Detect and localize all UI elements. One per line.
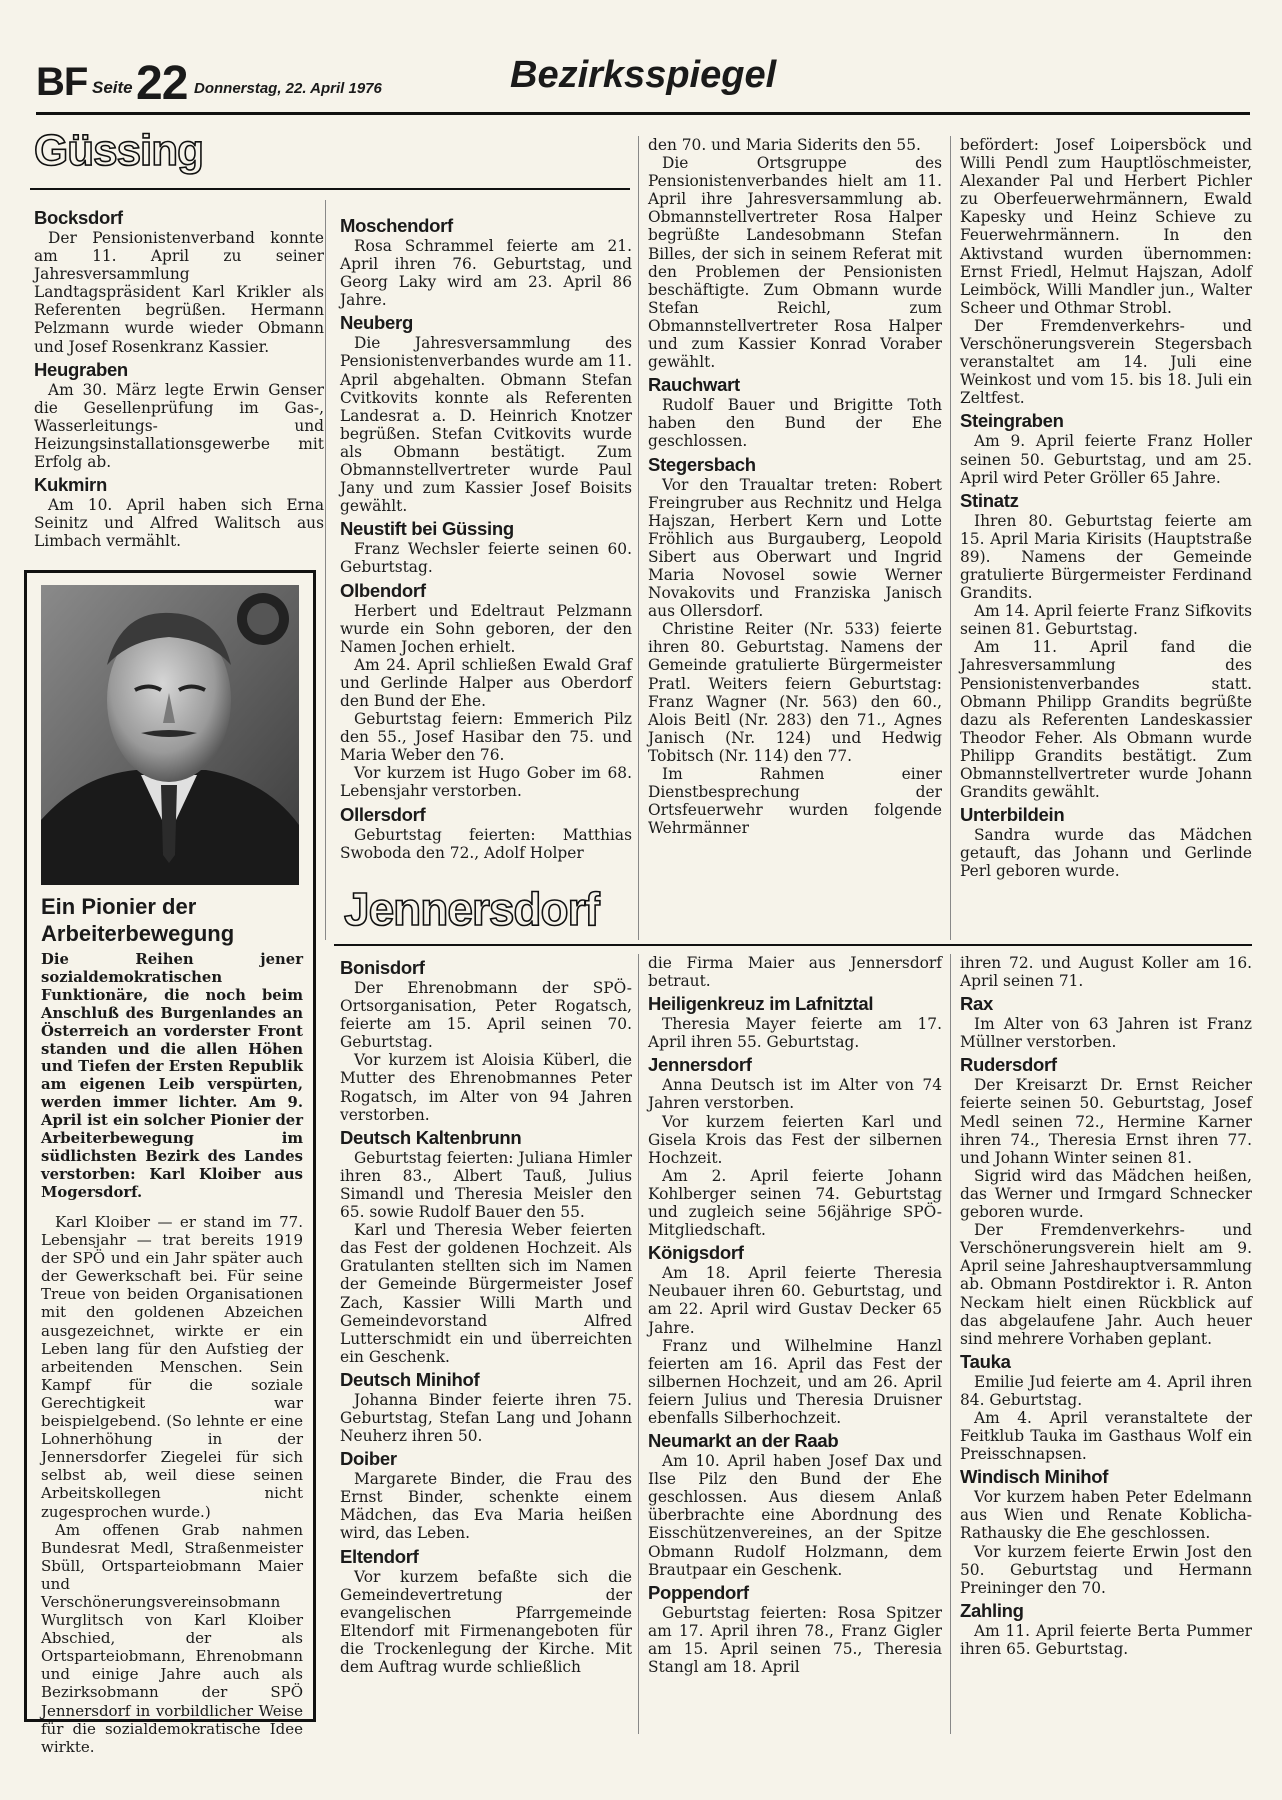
article-text: Franz und Wilhelmine Hanzl feierten am 16. April das Fest der silbernen Hochzeit, und am 26. April feiern Julius und Theresia Druisner ebenfalls Silberhochzeit. [648,1336,942,1427]
article-text: Geburtstag feierten: Juliana Himler ihren 83., Albert Tauß, Julius Simandl und Theresia Meisler den 65. sowie Rudolf Bauer den 55. [340,1148,632,1222]
guessing-column-4 [960,136,1252,880]
place-heading: Bonisdorf [340,957,425,978]
article-text: Sandra wurde das Mädchen getauft, das Johann und Gerlinde Perl geboren wurde. [960,826,1252,881]
portrait-photo [41,585,299,885]
page-label: Seite [92,78,133,97]
place-heading: Rauchwart [648,374,740,396]
article-text: Geburtstag feierten: Matthias Swoboda den 72., Adolf Holper [340,825,632,862]
place-heading: Doiber [340,1448,397,1470]
article-text: Christine Reiter (Nr. 533) feierte ihren 80. Geburtstag. Namens der Gemeinde gratulierte Bürgermeister Pratl. Weiters feiern Geburtstag: Franz Wagner (Nr. 563) den 60., Alois Beitl (Nr. 283) den 71., Agnes Janisch (Nr. 124) und Hedwig Tobitsch (Nr. 114) den 77. [648,620,942,765]
place-heading: Zahling [960,1599,1024,1621]
pioneer-lead: Die Reihen jener sozialdemokratischen Funktionäre, die noch beim Anschluß des Burgenlandes an Österreich an vorderster Front standen und die allen Höhen und Tiefen der Ersten Republik am eigenen Leib verspürten, werden immer lichter. Am 9. April ist ein solcher Pionier der Arbeiterbewegung im südlichsten Bezirk des Landes verstorben: Karl Kloiber aus Mogersdorf. [41,951,303,1201]
article-text: Vor den Traualtar treten: Robert Freingruber aus Rechnitz und Helga Hajszan, Herbert Kern und Lotte Fröhlich aus Burgauberg, Leopold Sibert aus Oberwart und Ingrid Maria Novosel sowie Werner Novakovits und Franziska Janisch aus Ollersdorf. [648,475,942,621]
section-title: Bezirksspiegel [510,54,777,96]
article-text: Vor kurzem haben Peter Edelmann aus Wien und Renate Koblicha-Rathausky die Ehe geschlossen. [960,1488,1252,1543]
jennersdorf-rule [334,944,1252,946]
article-text: Im Alter von 63 Jahren ist Franz Müllner verstorben. [960,1015,1252,1052]
article-text: Am 14. April feierte Franz Sifkovits seinen 81. Geburtstag. [960,602,1252,639]
article-text: die Firma Maier aus Jennersdorf betraut. [648,954,942,991]
place-heading: Deutsch Minihof [340,1368,480,1390]
article-text: Im Rahmen einer Dienstbesprechung der Ortsfeuerwehr wurden folgende Wehrmänner [648,765,942,838]
article-text: Franz Wechsler feierte seinen 60. Geburtstag. [340,540,632,577]
place-heading: Stegersbach [648,453,756,475]
article-text: Vor kurzem feierte Erwin Jost den 50. Geburtstag und Hermann Preininger den 70. [960,1542,1252,1597]
article-text: befördert: Josef Loipersböck und Willi Pendl zum Hauptlöschmeister, Alexander Pal und Herbert Pichler zu Oberfeuerwehrmännern, Ewald Kapesky und Heinz Schieve zu Feuerwehrmännern. In den Aktivstand wurden übernommen: Ernst Friedl, Helmut Hajszan, Adolf Leimböck, Willi Mandler jun., Walter Scheer und Othmar Strobl. [960,136,1252,317]
place-heading: Heiligenkreuz im Lafnitztal [648,993,874,1015]
place-heading: Stinatz [960,489,1019,511]
article-text: Der Fremdenverkehrs- und Verschönerungsverein Stegersbach veranstaltet am 14. Juli eine Weinkost und vom 15. bis 18. Juli ein Zeltfest. [960,316,1252,408]
column-divider [638,136,639,940]
article-text: Margarete Binder, die Frau des Ernst Binder, schenkte einem Mädchen, das Eva Maria heißen wird, das Leben. [340,1470,632,1543]
article-text: Am 11. April fand die Jahresversammlung des Pensionistenverbandes statt. Obmann Philipp Grandits begrüßte dazu als Referenten Landeskassier Theodor Feher. Als Obmann wurde Philipp Grandits bestätigt. Zum Obmannstellvertreter wurde Johann Grandits gewählt. [960,638,1252,802]
article-text: Der Kreisarzt Dr. Ernst Reicher feierte seinen 50. Geburtstag, Josef Medl seinen 72., Hermine Karner ihren 74., Theresia Ernst ihren 77. und Johann Winter seinen 81. [960,1076,1252,1167]
place-heading: Poppendorf [648,1581,749,1603]
article-text: Sigrid wird das Mädchen heißen, das Werner und Irmgard Schnecker geboren wurde. [960,1166,1252,1222]
pioneer-obituary-box [24,570,316,1756]
pioneer-title-line1: Ein Pionier der [41,894,197,919]
article-text: Die Ortsgruppe des Pensionistenverbandes hielt am 11. April ihre Jahresversammlung ab. Obmannstellvertreter Rosa Halper begrüßte Landesobmann Stefan Billes, der sich in seinem Referat mit den Problemen der Pensionisten beschäftigte. Zum Obmann wurde Stefan Reichl, zum Obmannstellvertreter Rosa Halper und zum Kassier Konrad Voraber gewählt. [648,154,942,372]
article-text: Am 18. April feierte Theresia Neubauer ihren 60. Geburtstag, und am 22. April wird Gustav Decker 65 Jahre. [648,1264,942,1337]
article-text: Der Ehrenobmann der SPÖ-Ortsorganisation, Peter Rogatsch, feierte am 15. April seinen 70. Geburtstag. [340,979,632,1052]
article-text: Rudolf Bauer und Brigitte Toth haben den Bund der Ehe geschlossen. [648,396,942,451]
article-text: Vor kurzem feierten Karl und Gisela Krois das Fest der silbernen Hochzeit. [648,1112,942,1167]
jennersdorf-column-3 [960,954,1252,1658]
issue-date: Donnerstag, 22. April 1976 [194,80,382,97]
guessing-rule [30,188,630,190]
article-text: Vor kurzem ist Hugo Gober im 68. Lebensjahr verstorben. [340,764,632,801]
guessing-column-2 [340,212,632,862]
article-text: Rosa Schrammel feierte am 21. April ihren 76. Geburtstag, und Georg Laky wird am 23. April 86 Jahre. [340,237,632,310]
guessing-column-1 [34,204,324,550]
place-heading: Jennersdorf [648,1054,752,1076]
article-text: Am 10. April haben Josef Dax und Ilse Pilz den Bund der Ehe geschlossen. Aus diesem Anlaß überbrachte eine Abordnung des Eisschützenvereines, an der Spitze Obmann Rudolf Holzmann, dem Brautpaar ein Geschenk. [648,1452,942,1579]
column-divider [950,136,951,940]
place-heading: Deutsch Kaltenbrunn [340,1126,522,1148]
article-text: Ihren 80. Geburtstag feierte am 15. April Maria Kirisits (Hauptstraße 89). Namens der Gemeinde gratulierte Bürgermeister Ferdinand Grandits. [960,511,1252,603]
article-text: Die Jahresversammlung des Pensionistenverbandes wurde am 11. April abgehalten. Obmann Stefan Cvitkovits konnte als Referenten Landesrat a. D. Heinrich Knotzer begrüßen. Stefan Cvitkovits wurde als Obmann bestätigt. Zum Obmannstellvertreter wurde Paul Jany und zum Kassier Josef Boisits gewählt. [340,334,632,516]
place-heading: Moschendorf [340,215,453,236]
place-heading: Rax [960,993,994,1015]
pioneer-body [41,1213,303,1756]
column-divider [638,954,639,1734]
article-text: Der Pensionistenverband konnte am 11. April zu seiner Jahresversammlung Landtagspräsident Karl Krikler als Referenten begrüßen. Hermann Pelzmann wurde wieder Obmann und Josef Rosenkranz Kassier. [34,229,324,356]
article-text: Am 10. April haben sich Erna Seinitz und Alfred Walitsch aus Limbach vermählt. [34,496,324,551]
place-heading: Windisch Minihof [960,1466,1109,1488]
place-heading: Bocksdorf [34,207,123,228]
place-heading: Neustift bei Güssing [340,518,514,540]
masthead [36,54,1250,115]
district-guessing-heading: Güssing [34,126,204,175]
article-text: Johanna Binder feierte ihren 75. Geburtstag, Stefan Lang und Johann Neuherz ihren 50. [340,1390,632,1446]
article-text: Emilie Jud feierte am 4. April ihren 84. Geburtstag. [960,1372,1252,1409]
column-divider [325,200,326,940]
jennersdorf-column-2 [648,954,942,1676]
place-heading: Heugraben [34,358,128,380]
article-text: Am 24. April schließen Ewald Graf und Gerlinde Halper aus Oberdorf den Bund der Ehe. [340,655,632,710]
pioneer-title-line2: Arbeiterbewegung [41,921,235,946]
place-heading: Rudersdorf [960,1054,1057,1076]
article-text: ihren 72. und August Koller am 16. April seinen 71. [960,954,1252,991]
place-heading: Tauka [960,1350,1011,1372]
pioneer-title [41,893,303,947]
article-text: Karl und Theresia Weber feierten das Fest der goldenen Hochzeit. Als Gratulanten stellten sich im Namen der Gemeinde Bürgermeister Josef Zach, Kassier Willi Marth und Gemeindevorstand Alfred Lutterschmidt ein und überreichten ein Geschenk. [340,1221,632,1366]
article-text: den 70. und Maria Siderits den 55. [648,136,921,154]
place-heading: Königsdorf [648,1242,744,1264]
article-text: Karl Kloiber — er stand im 77. Lebensjahr — trat bereits 1919 der SPÖ und ein Jahr später auch der Gewerkschaft bei. Für seine Treue von beiden Organisationen mit den goldenen Abzeichen ausgezeichnet, wirkte er ein Leben lang für den Aufstieg der arbeitenden Menschen. Sein Kampf für die soziale Gerechtigkeit war beispielgebend. (So lehnte er eine Lohnerhöhung in der Jennersdorfer Ziegelei für sich selbst ab, weil diese seinen Arbeitskollegen nicht zugesprochen wurde.) [41,1213,303,1521]
page-number: 22 [136,57,188,110]
article-text: Am 2. April feierte Johann Kohlberger seinen 74. Geburtstag und zugleich seine 56jährige SPÖ-Mitgliedschaft. [648,1166,942,1240]
place-heading: Unterbildein [960,804,1065,826]
article-text: Herbert und Edeltraut Pelzmann wurde ein Sohn geboren, der den Namen Jochen erhielt. [340,601,632,656]
article-text: Vor kurzem befaßte sich die Gemeindevertretung der evangelischen Pfarrgemeinde Eltendorf mit Firmenangeboten für die Trockenlegung der Kirche. Mit dem Auftrag wurde schließlich [340,1567,632,1676]
place-heading: Steingraben [960,410,1064,432]
article-text: Am 9. April feierte Franz Holler seinen 50. Geburtstag, und am 25. April wird Peter Gröller 65 Jahre. [960,432,1252,487]
article-text: Der Fremdenverkehrs- und Verschönerungsverein hielt am 9. April seine Jahreshauptversammlung ab. Obmann Postdirektor i. R. Anton Neckam hielt einen Rückblick auf das abgelaufene Jahr. Auch heuer sind mehrere Vorhaben geplant. [960,1221,1252,1348]
place-heading: Kukmirn [34,474,107,496]
place-heading: Neuberg [340,312,413,334]
portrait-image [41,585,299,885]
article-text: Geburtstag feiern: Emmerich Pilz den 55., Josef Hasibar den 75. und Maria Weber den 76. [340,710,632,765]
place-heading: Neumarkt an der Raab [648,1430,839,1452]
jennersdorf-column-1 [340,954,632,1676]
column-divider [950,954,951,1734]
place-heading: Ollersdorf [340,803,426,825]
article-text: Theresia Mayer feierte am 17. April ihren 55. Geburtstag. [648,1015,942,1052]
article-text: Geburtstag feierten: Rosa Spitzer am 17. April ihren 78., Franz Gigler am 15. April seinen 75., Theresia Stangl am 18. April [648,1603,942,1676]
article-text: Vor kurzem ist Aloisia Küberl, die Mutter des Ehrenobmannes Peter Rogatsch, im Alter von 94 Jahren verstorben. [340,1051,632,1124]
article-text: Anna Deutsch ist im Alter von 74 Jahren verstorben. [648,1076,942,1113]
guessing-column-3 [648,136,942,837]
article-text: Am 4. April veranstaltete der Feitklub Tauka im Gasthaus Wolf ein Preisschnapsen. [960,1408,1252,1464]
article-text: Am 11. April feierte Berta Pummer ihren 65. Geburtstag. [960,1621,1252,1658]
place-heading: Olbendorf [340,579,426,601]
article-text: Am 30. März legte Erwin Genser die Gesellenprüfung im Gas-, Wasserleitungs- und Heizungsinstallationsgewerbe mit Erfolg ab. [34,380,324,472]
district-jennersdorf-heading: Jennersdorf [344,883,599,935]
article-text: Am offenen Grab nahmen Bundesrat Medl, Straßenmeister Sbüll, Ortsparteiobmann Maier und Verschönerungsvereinsobmann Wurglitsch von Karl Kloiber Abschied, der als Ortsparteiobmann, Ehrenobmann und einige Jahre auch als Bezirksobmann der SPÖ Jennersdorf in vorbildlicher Weise für die sozialdemokratische Idee wirkte. [41,1520,303,1756]
logo: BF [36,60,88,104]
place-heading: Eltendorf [340,1545,419,1567]
